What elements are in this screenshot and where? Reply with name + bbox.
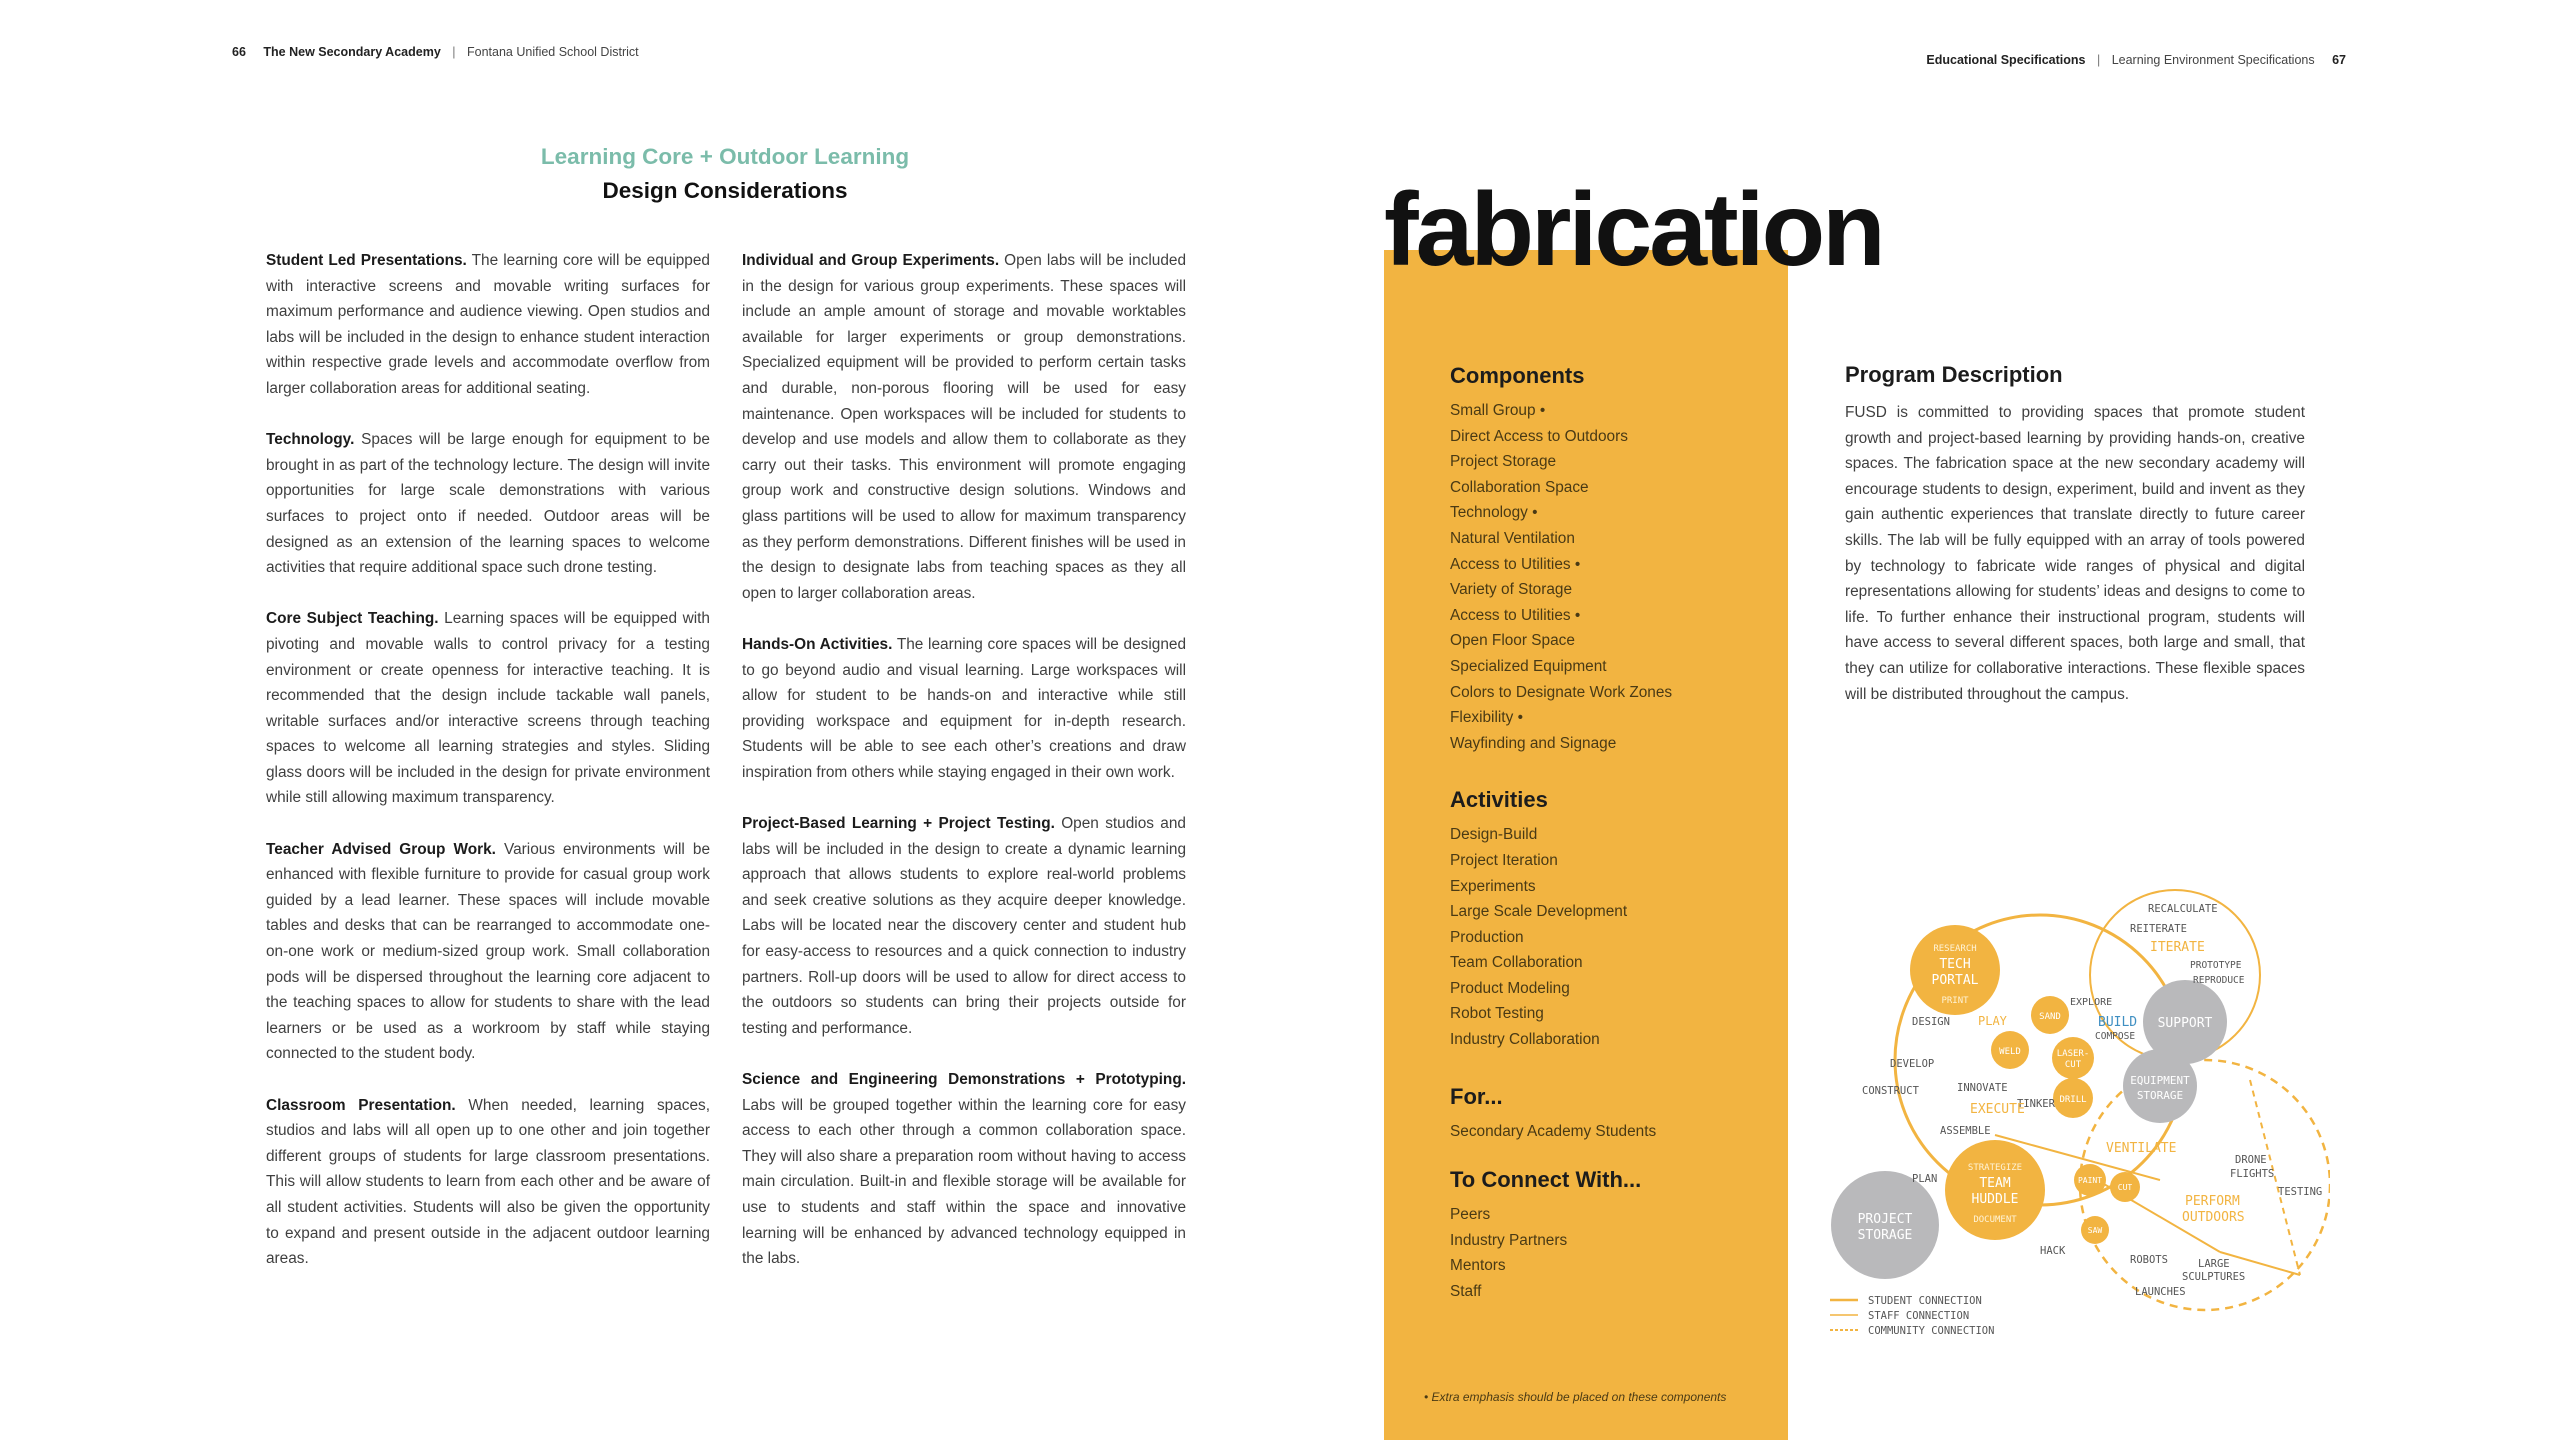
paragraph-body: Spaces will be large enough for equipment to be brought in as part of the technology lecture. The design will invite opportunities for large scale demonstrations with various surfaces to project onto if needed. Outdoor areas will be designed as an extension of the learning spaces to welcome activities that require additional space such drone testing. — [266, 431, 710, 577]
node-label: RESEARCH — [1933, 944, 1977, 954]
list-item: Design-Build — [1450, 826, 1538, 844]
list-item: Large Scale Development — [1450, 903, 1628, 921]
activities-group — [1450, 786, 1780, 1052]
header-right — [1926, 53, 2346, 67]
list-item: Colors to Designate Work Zones — [1450, 683, 1673, 701]
list-item: Product Modeling — [1450, 979, 1570, 997]
paragraph-body: Learning spaces will be equipped with pivoting and movable walls to control privacy for a testing environment or create openness for interactive teaching. It is recommended that the design include tackable wall panels, writable surfaces and/or interactive screens through teaching spaces to welcome all learning strategies and styles. Sliding glass doors will be included in the design for private environment while still allowing maximum transparency. — [266, 610, 710, 807]
paragraph — [742, 632, 1186, 786]
node-label: PRINT — [1941, 996, 1969, 1006]
activities-list — [1450, 822, 1780, 1052]
list-item: Variety of Storage — [1450, 581, 1573, 599]
diagram-word: PLAY — [1978, 1014, 2007, 1028]
for-title: For... — [1450, 1083, 1503, 1109]
footnote: • Extra emphasis should be placed on these components — [1424, 1390, 1727, 1404]
paragraph-body: Various environments will be enhanced with flexible furniture to provide for casual group work guided by a lead learner. These spaces will include movable tables and desks that can be rearranged to accommodate one-on-one work or medium-sized group work. Small collaboration pods will be dispersed throughout the learning core adjacent to the teaching spaces to allow for students to share with the lead learners or be used as a workroom by staff while staying connected to the student body. — [266, 840, 710, 1063]
list-item: Natural Ventilation — [1450, 529, 1575, 547]
list-item: Experiments — [1450, 877, 1536, 895]
diagram-word: TESTING — [2278, 1186, 2323, 1198]
diagram-word: DEVELOP — [1890, 1058, 1935, 1070]
paragraph-body: The learning core spaces will be designed to go beyond audio and visual learning. Large workspaces will allow for student to be hands-on and interactive while still providing workspace and equipment for in-depth research. Students will be able to see each other’s creations and draw inspiration from others while staying engaged in their own work. — [742, 635, 1187, 781]
node-label: DOCUMENT — [1973, 1215, 2017, 1225]
district-name: Fontana Unified School District — [467, 45, 639, 59]
diagram-word: VENTILATE — [2106, 1141, 2177, 1156]
header-left — [232, 45, 639, 59]
diagram-word: RECALCULATE — [2148, 903, 2218, 915]
diagram-word: CONSTRUCT — [1862, 1085, 1919, 1097]
list-item: Open Floor Space — [1450, 632, 1575, 650]
program-text: FUSD is committed to providing spaces that promote student growth and project-based learning by providing hands-on, creative spaces. The fabrication space at the new secondary academy will encourage students to design, experiment, build and invent as they gain authentic experiences that translate directly to future career skills. The lab will be fully equipped with an array of tools powered by technology to fabricate wide ranges of physical and digital representations allowing for students’ ideas and designs to come to life. To further enhance their instructional program, students will have access to several different spaces, both large and small, that they can utilize for collaborative interactions. These flexible spaces will be distributed throughout the campus. — [1845, 404, 2305, 703]
node-label: PROJECT — [1857, 1212, 1913, 1227]
paragraph — [742, 811, 1186, 1041]
page-number-right: 67 — [2332, 53, 2346, 67]
legend-label: STAFF CONNECTION — [1868, 1310, 1970, 1322]
list-item: Access to Utilities • — [1450, 555, 1581, 573]
list-item: Robot Testing — [1450, 1005, 1544, 1023]
node-label: PAINT — [2077, 1176, 2103, 1185]
list-item: Staff — [1450, 1283, 1482, 1301]
paragraph — [742, 1067, 1186, 1272]
components-title: Components — [1450, 363, 1585, 388]
diagram-word: DESIGN — [1912, 1016, 1950, 1028]
header-separator: | — [2096, 53, 2101, 67]
list-item: Wayfinding and Signage — [1450, 734, 1617, 752]
program-title: Program Description — [1845, 362, 2063, 387]
publication-title: The New Secondary Academy — [263, 45, 441, 59]
diagram-word: EXECUTE — [1970, 1102, 2025, 1117]
list-item: Small Group • — [1450, 402, 1546, 419]
diagram-word: BUILD — [2098, 1015, 2138, 1030]
components-group — [1450, 362, 1780, 756]
diagram-word: ITERATE — [2150, 940, 2205, 955]
list-item: Industry Collaboration — [1450, 1031, 1600, 1049]
paragraph-body: When needed, learning spaces, studios and labs will all open up to one other and join together different groups of students for large classroom presentations. This will allow students to learn from each other and be aware of all student activities. Students will also be given the opportunity to expand and present outside in the adjacent outdoor learning areas. — [266, 1096, 711, 1268]
list-item: Industry Partners — [1450, 1231, 1568, 1249]
node-label: LASER- — [2056, 1049, 2090, 1059]
diagram-word: REITERATE — [2130, 923, 2187, 935]
diagram-word: LAUNCHES — [2135, 1286, 2186, 1298]
node-label: WELD — [1999, 1047, 2021, 1057]
diagram-word: REPRODUCE — [2193, 975, 2245, 986]
diagram-word: LARGE — [2198, 1258, 2230, 1270]
diagram-word: TINKER — [2017, 1098, 2055, 1110]
diagram-word: PROTOTYPE — [2190, 960, 2242, 971]
diagram-word: FLIGHTS — [2230, 1168, 2275, 1180]
legend-label: STUDENT CONNECTION — [1868, 1295, 1982, 1307]
node-label: TEAM — [1979, 1176, 2011, 1191]
diagram-word: PERFORM — [2185, 1194, 2240, 1209]
list-item: Team Collaboration — [1450, 954, 1583, 972]
paragraph-lead: Technology. — [266, 431, 355, 449]
node-label: CUT — [2117, 1183, 2133, 1192]
components-panel — [1450, 362, 1780, 1335]
list-item: Peers — [1450, 1206, 1491, 1224]
node-label: SAND — [2039, 1012, 2061, 1022]
diagram-word: OUTDOORS — [2182, 1210, 2245, 1225]
diagram-word: PLAN — [1912, 1173, 1938, 1185]
section-name: Educational Specifications — [1926, 53, 2086, 67]
list-item: Secondary Academy Students — [1450, 1122, 1657, 1140]
list-item: Specialized Equipment — [1450, 657, 1607, 675]
fabrication-diagram — [1830, 880, 2330, 1360]
diagram-word: SCULPTURES — [2182, 1271, 2246, 1283]
list-item: Project Storage — [1450, 453, 1557, 471]
list-item: Flexibility • — [1450, 709, 1523, 727]
node-label: STORAGE — [2136, 1089, 2184, 1102]
diagram-word: DRONE — [2235, 1154, 2267, 1166]
section-title: Learning Core + Outdoor Learning — [540, 144, 910, 169]
page-number-left: 66 — [232, 45, 246, 59]
paragraph — [266, 837, 710, 1067]
diagram-word: HACK — [2040, 1245, 2066, 1257]
paragraph-body: Labs will be grouped together within the learning core for easy access to each other through a common collaboration space. They will also share a preparation room without having to access main circulation. Built-in and flexible storage will be available for use to students and staff within the space and innovative learning will be enhanced by advanced technology equipped in the labs. — [742, 1096, 1186, 1268]
node-label: PORTAL — [1931, 973, 1979, 988]
activities-title: Activities — [1450, 787, 1548, 813]
diagram-word: EXPLORE — [2070, 997, 2113, 1008]
list-item: Collaboration Space — [1450, 478, 1589, 496]
text-column-1 — [266, 248, 710, 1297]
paragraph-lead: Science and Engineering Demonstrations + Prototyping. — [742, 1071, 1186, 1088]
paragraph-body: The learning core will be equipped with interactive screens and movable writing surfaces for maximum performance and audience viewing. Open studios and labs will be included in the design to enhance student interaction within respective grade levels and accommodate overflow from larger collaboration areas for additional seating. — [266, 252, 710, 397]
node-label: STRATEGIZE — [1967, 1163, 2023, 1173]
connect-group — [1450, 1166, 1780, 1304]
page-heading: fabrication — [1384, 172, 1883, 288]
paragraph-body: Open labs will be included in the design for various group experiments. These spaces will include an ample amount of storage and movable worktables available for larger experiments or group demonstrations. Specialized equipment will be provided to perform certain tasks and durable, non-porous flooring will be used for easy maintenance. Open workspaces will be included for students to develop and use models and allow them to collaborate as they carry out their tasks. This environment will promote engaging group work and constructive design solutions. Windows and glass partitions will be used to allow for maximum transparency as they perform demonstrations. Different finishes will be used in the design to designate labs from teaching spaces as they all open to larger collaboration areas. — [742, 252, 1187, 602]
connect-title: To Connect With... — [1450, 1167, 1642, 1193]
list-item: Technology • — [1450, 504, 1538, 522]
for-group — [1450, 1083, 1780, 1145]
node-label: EQUIPMENT — [2130, 1074, 2190, 1087]
section-subtitle: Design Considerations — [602, 178, 848, 203]
paragraph — [266, 427, 710, 581]
paragraph-lead: Core Subject Teaching. — [266, 610, 439, 628]
subsection-name: Learning Environment Specifications — [2111, 53, 2315, 67]
paragraph — [266, 248, 710, 402]
paragraph-lead: Individual and Group Experiments. — [742, 252, 1000, 269]
legend-label: COMMUNITY CONNECTION — [1868, 1325, 1995, 1337]
node-label: SUPPORT — [2157, 1016, 2213, 1031]
node-label: STORAGE — [1857, 1228, 1913, 1243]
paragraph-lead: Classroom Presentation. — [266, 1096, 456, 1114]
diagram-word: ROBOTS — [2130, 1254, 2168, 1266]
paragraph-lead: Student Led Presentations. — [266, 252, 467, 269]
list-item: Mentors — [1450, 1257, 1506, 1275]
text-column-2 — [742, 248, 1186, 1297]
node-label: HUDDLE — [1971, 1192, 2019, 1207]
paragraph-body: Open studios and labs will be included in the design to create a dynamic learning approach that allows students to explore real-world problems and seek creative solutions as they acquire deeper knowledge. Labs will be located near the discovery center and student hub for easy-access to resources and a quick connection to industry partners. Roll-up doors will be used to allow for direct access to the outdoors so students can bring their projects outside for testing and performance. — [742, 815, 1186, 1037]
paragraph — [266, 1093, 710, 1272]
paragraph-lead: Project-Based Learning + Project Testing. — [742, 815, 1055, 833]
node-label: DRILL — [2059, 1095, 2087, 1105]
node-label: CUT — [2064, 1060, 2082, 1070]
diagram-word: COMPOSE — [2095, 1031, 2136, 1042]
paragraph-lead: Hands-On Activities. — [742, 635, 893, 653]
list-item: Project Iteration — [1450, 851, 1558, 869]
list-item: Access to Utilities • — [1450, 606, 1581, 624]
components-list — [1450, 398, 1780, 756]
header-separator: | — [452, 45, 456, 59]
diagram-word: INNOVATE — [1957, 1082, 2008, 1094]
node-label: TECH — [1939, 957, 1971, 972]
for-list — [1450, 1119, 1780, 1145]
paragraph — [742, 248, 1186, 606]
paragraph — [266, 606, 710, 811]
paragraph-lead: Teacher Advised Group Work. — [266, 840, 496, 858]
node-label: SAW — [2087, 1226, 2103, 1235]
diagram-legend — [1830, 1295, 1994, 1337]
connect-list — [1450, 1202, 1780, 1304]
list-item: Production — [1450, 928, 1524, 946]
list-item: Direct Access to Outdoors — [1450, 427, 1628, 445]
diagram-word: ASSEMBLE — [1940, 1125, 1991, 1137]
